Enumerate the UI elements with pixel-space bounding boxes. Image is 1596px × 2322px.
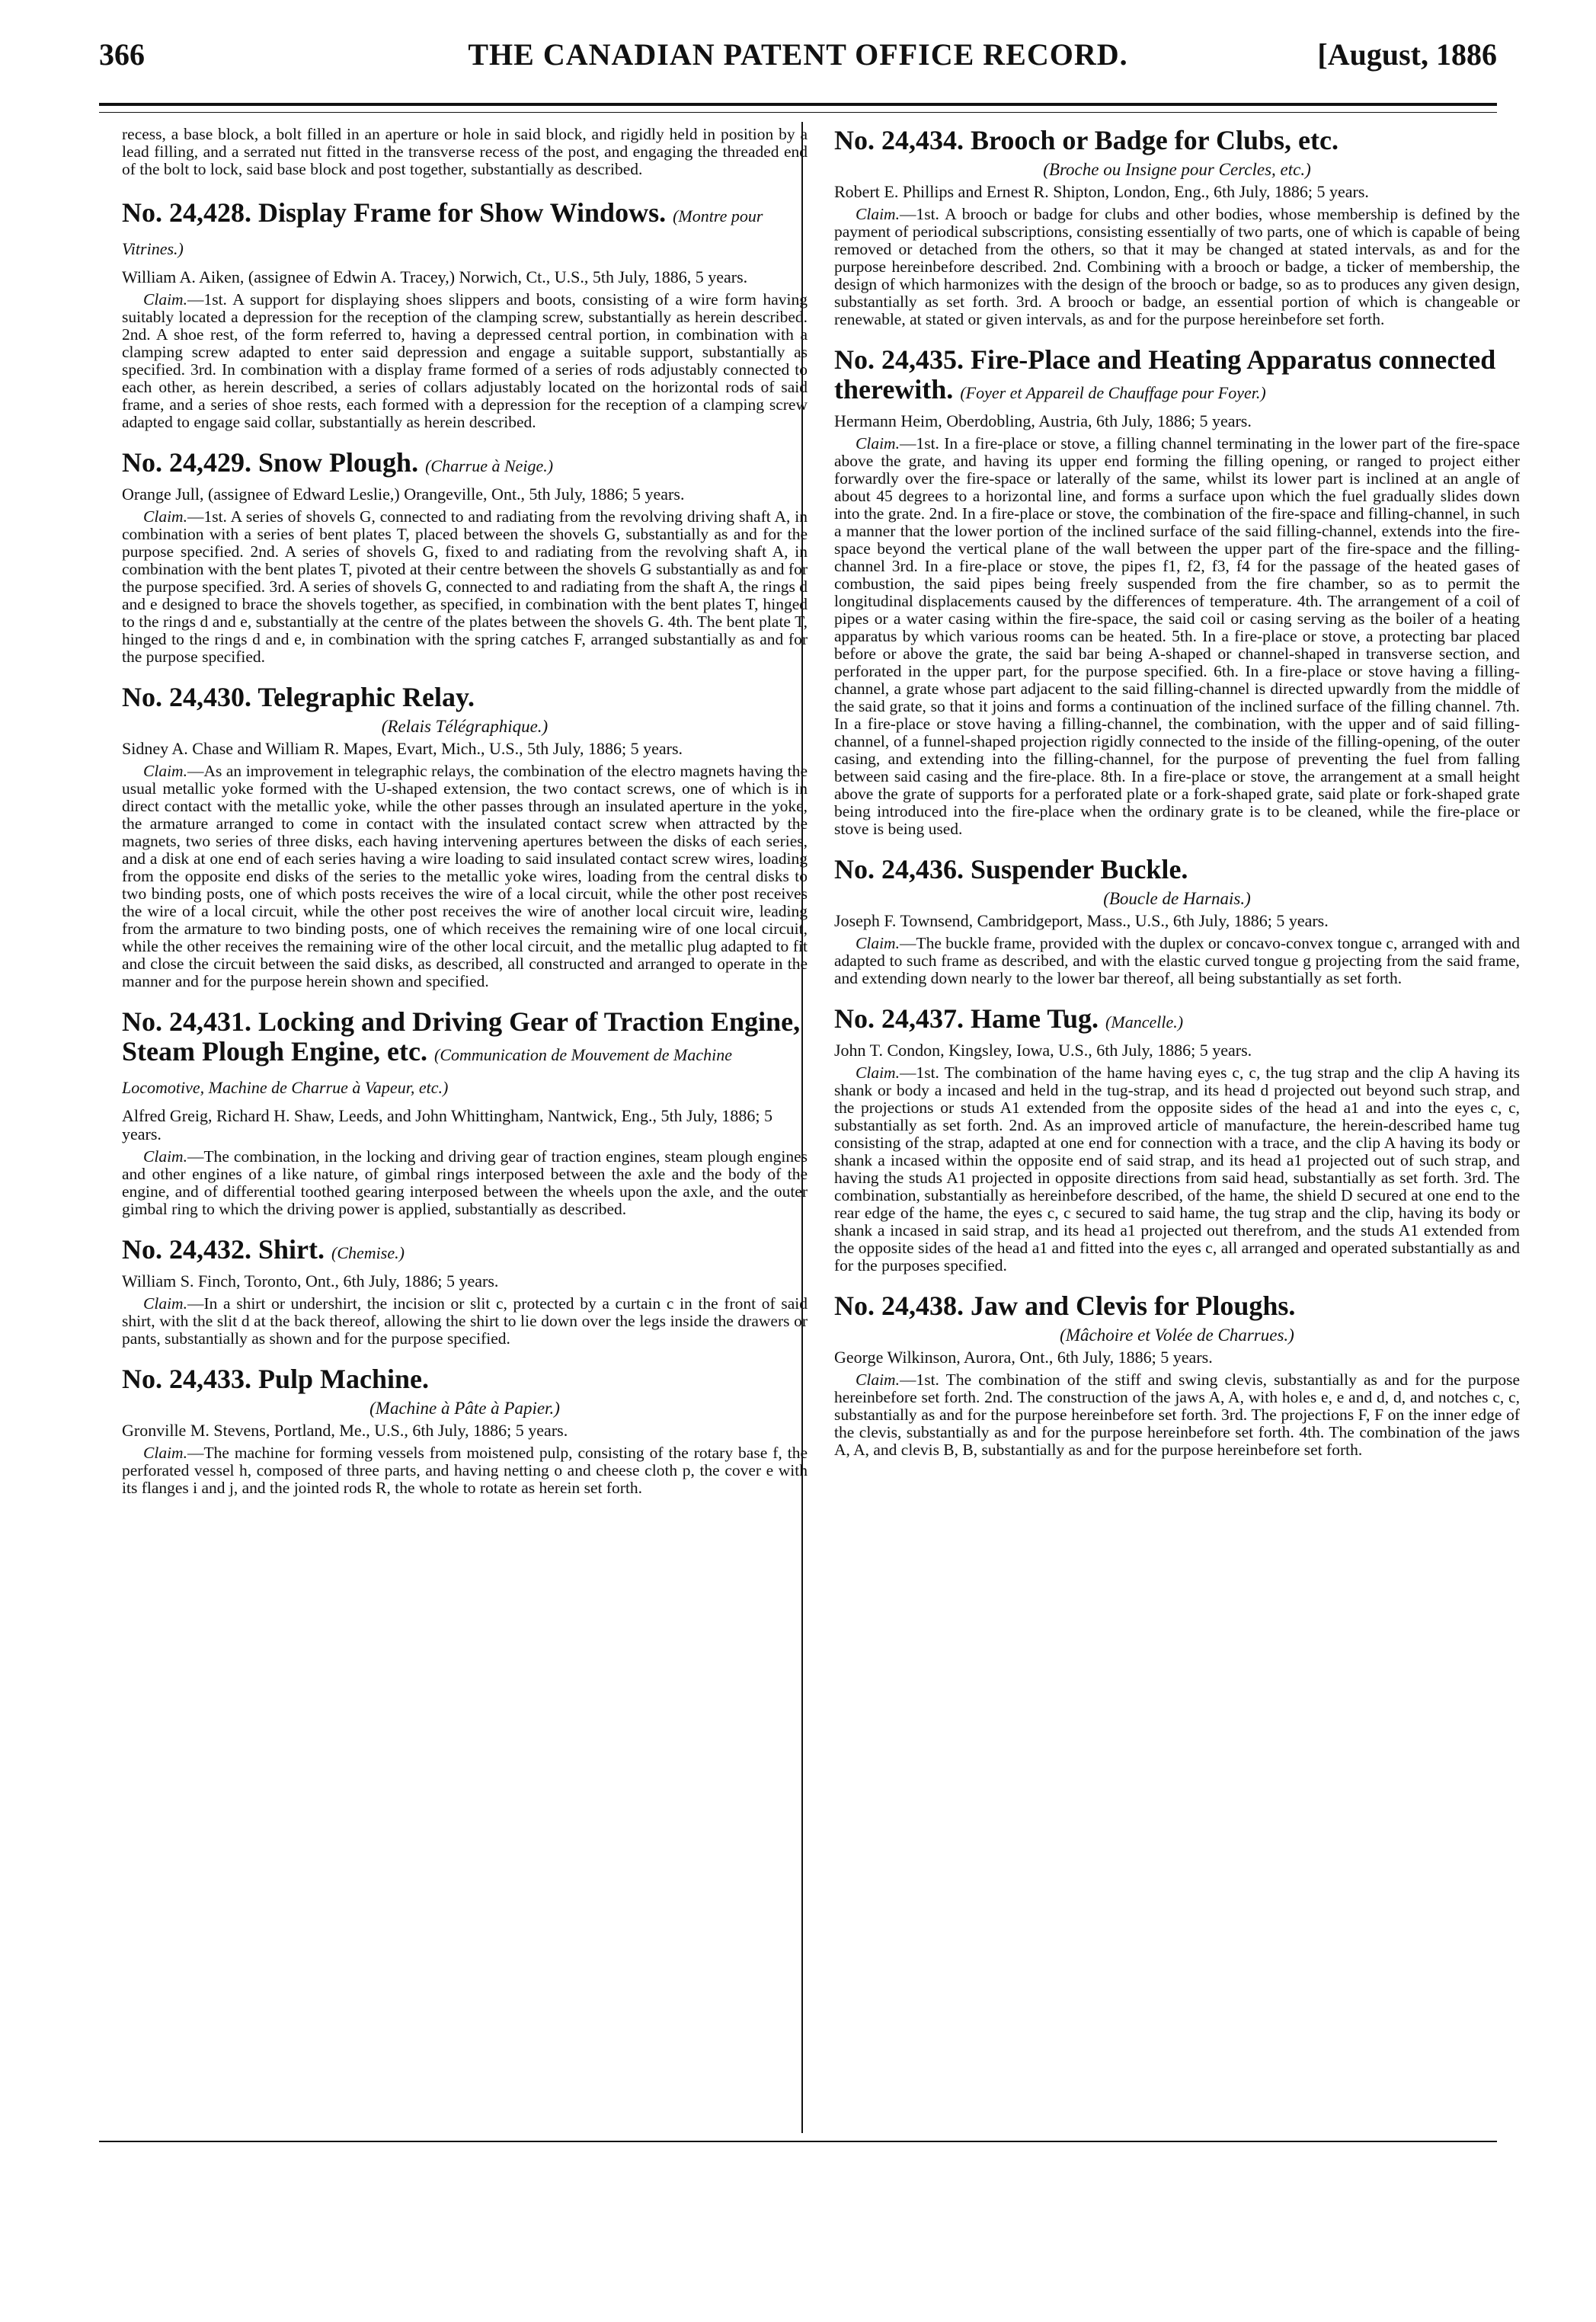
french-title: (Machine à Pâte à Papier.) <box>369 1399 560 1418</box>
patent-title: Suspender Buckle. <box>971 854 1188 884</box>
inventor-line: Sidney A. Chase and William R. Mapes, Evart, Mich., U.S., 5th July, 1886; 5 years. <box>122 739 683 758</box>
patent-number: No. 24,433. <box>122 1364 251 1394</box>
claim-label: Claim. <box>143 290 187 309</box>
patent-number: No. 24,431. <box>122 1006 251 1037</box>
footer-rule <box>99 2141 1497 2142</box>
claim-text <box>122 1295 808 1348</box>
header-rule <box>99 103 1497 113</box>
patent-number: No. 24,429. <box>122 447 251 478</box>
claim-body: —The buckle frame, provided with the duplex or concavo-convex tongue c, arranged with and adapted to such frame as described, and with the elastic curved tongue g projecting from the said frame, and extending down nearly to the lower bar thereof, all being substantially as set forth. <box>834 934 1520 987</box>
patent-title: Pulp Machine. <box>258 1364 430 1394</box>
patent-title: Shirt. <box>258 1234 325 1265</box>
claim-body: —The combination, in the locking and driving gear of traction engines, steam plough engines and other engines of a like nature, of gimbal rings interposed between the axle and the body of the engine, and of differential toothed gearing interposed between the wheels upon the axle, and the outer gimbal ring to which the driving power is applied, substantially as described. <box>122 1147 808 1218</box>
claim-body: —1st. A series of shovels G, connected to and radiating from the revolving driving shaft A, in combination with a series of bent plates T, placed between the shovels G, substantially as and for the purpose specified. 2nd. A series of shovels G, fixed to and radiating from the revolving shaft A, in combination with the bent plates T, pivoted at their centre between the shovels G substantially as and for the purpose specified. 3rd. A series of shovels G, connected to and radiating from the shaft A, the rings d and e designed to brace the shovels together, as specified, in combination with the bent plates T, hinged to the rings d and e, substantially at the centre of the plates between the shovels G. 4th. The bent plate T, hinged to the rings d and e, in combination with the spring catches F, arranged substantially as and for the purpose specified. <box>122 507 808 666</box>
inventor-line: Hermann Heim, Oberdobling, Austria, 6th July, 1886; 5 years. <box>834 411 1252 430</box>
claim-label: Claim. <box>856 434 900 453</box>
claim-label: Claim. <box>143 1147 187 1166</box>
publication-title: THE CANADIAN PATENT OFFICE RECORD. <box>468 37 1128 72</box>
claim-text <box>122 1148 808 1218</box>
patent-heading <box>834 1004 1520 1037</box>
patent-title: Telegraphic Relay. <box>257 682 475 712</box>
french-title: (Boucle de Harnais.) <box>1103 889 1251 908</box>
patent-number: No. 24,430. <box>122 682 251 712</box>
claim-body: —1st. The combination of the stiff and swing clevis, substantially as and for the purpose hereinbefore set forth. 2nd. The construction of the jaws A, A, with holes e, e and d, d, and notches c, c, substantially as and for the purpose hereinbefore set forth. 3rd. The projections F, F on the inner edge of the clevis, substantially as and for the purpose hereinbefore set forth. 4th. The combination of the jaws A, A, and clevis B, B, substantially as and for the purpose hereinbefore set forth. <box>834 1370 1520 1459</box>
patent-entry <box>122 683 808 990</box>
patent-entry <box>834 1004 1520 1275</box>
patent-heading <box>122 683 808 712</box>
french-title: (Relais Télégraphique.) <box>381 717 549 736</box>
patent-number: No. 24,438. <box>834 1291 964 1321</box>
claim-text <box>122 763 808 990</box>
inventor-line: Orange Jull, (assignee of Edward Leslie,) Orangeville, Ont., 5th July, 1886; 5 years. <box>122 485 685 504</box>
patent-heading <box>122 198 808 264</box>
patent-heading <box>834 1291 1520 1321</box>
patent-heading <box>834 855 1520 884</box>
inventor-line: Alfred Greig, Richard H. Shaw, Leeds, and John Whittingham, Nantwick, Eng., 5th July, 1886; 5 years. <box>122 1106 772 1143</box>
issue-date: [August, 1886 <box>1317 37 1497 72</box>
inventor-line: Joseph F. Townsend, Cambridgeport, Mass., U.S., 6th July, 1886; 5 years. <box>834 911 1329 930</box>
patent-entry <box>834 126 1520 328</box>
claim-body: —The machine for forming vessels from moistened pulp, consisting of the rotary base f, the perforated vessel h, composed of three parts, and having netting o and cheese cloth p, the cover e with its flanges i and j, and the jointed rods R, the whole to rotate as herein set forth. <box>122 1444 808 1497</box>
claim-label: Claim. <box>856 934 900 952</box>
claim-text <box>834 1064 1520 1275</box>
french-title: (Communication de Mouvement de Machine Locomotive, Machine de Charrue à Vapeur, etc.) <box>122 1045 732 1097</box>
patent-title: Locking and Driving Gear of Traction Engine, Steam Plough Engine, etc. <box>122 1006 801 1067</box>
patent-title: Snow Plough. <box>258 447 419 478</box>
patent-heading <box>122 1235 808 1268</box>
patent-entry <box>834 345 1520 838</box>
inventor-line: William S. Finch, Toronto, Ont., 6th July, 1886; 5 years. <box>122 1271 499 1291</box>
french-title: (Chemise.) <box>331 1243 405 1262</box>
patent-entry <box>834 1291 1520 1459</box>
french-title: (Foyer et Appareil de Chauffage pour Foyer.) <box>960 383 1266 402</box>
patent-heading <box>122 1364 808 1394</box>
patent-entry <box>122 1364 808 1497</box>
patent-title: Display Frame for Show Windows. <box>258 197 667 228</box>
claim-text <box>834 935 1520 987</box>
claim-label: Claim. <box>143 762 187 780</box>
claim-label: Claim. <box>856 205 900 223</box>
patent-entry <box>122 1235 808 1348</box>
claim-body: —1st. The combination of the hame having eyes c, c, the tug strap and the clip A having its shank or body a incased and held in the tug-strap, and its head d projected out beyond such strap, and the projections or studs A1 extended from the opposite sides of the head a1 and into the eyes c, c, substantially as set forth. 2nd. As an improved article of manufacture, the herein-described hame tug consisting of the strap, adapted at one end for connection with a trace, and the clip A having its body or shank a incased within the opposite end of said strap, and its head a1 projected out of such strap, and having the studs A1 projected in opposite directions from said head, substantially as set forth. 3rd. The combination, substantially as hereinbefore described, of the hame, the shield D secured at one end to the rear edge of the hame, the eyes c, c secured to said hame, the tug strap and the clip, having its body or shank a incased in said strap, and its head a1 projected out therefrom, and the studs A1 extended from the opposite sides of the head a1 and fitted into the eyes c, all arranged and operated substantially as and for the purposes specified. <box>834 1063 1520 1275</box>
patent-number: No. 24,435. <box>834 344 964 375</box>
claim-body: —1st. In a fire-place or stove, a filling channel terminating in the lower part of the fire-space above the grate, and having its upper end forming the filling opening, or ranged to project either forwardly over the fire-space or laterally of the same, whilst its lower part is inclined at an angle of about 45 degrees to a horizontal line, and forms a surface upon which the fuel gradually slides down into the grate. 2nd. In a fire-place or stove, the combination of the fire-space and filling-channel, in such a manner that the lower portion of the inclined surface of the said filling-channel, extends into the fire-space beyond the vertical plane of the wall between the upper part of the fire-space and the filling-channel 3rd. In a fire-place or stove, the pipes f1, f2, f3, f4 for the passage of the heated gases of combustion, the said pipes being freely suspended from the fire chamber, so as to permit the longitudinal displacements caused by the differences of temperature. 4th. The arrangement of a coil of pipes or a water casing within the fire-space, the said coil or casing serving as the boiler of a heating apparatus by which various rooms can be heated. 5th. In a fire-place or stove, a protecting bar placed before or above the grate, the said bar being A-shaped or channel-shaped in transverse section, and perforated in the upper part, for the purpose specified. 6th. In a fire-place or stove having a filling-channel, a grate whose part adjacent to the said filling-channel is directed upwardly from the middle of the said grate, so that it joins and forms a continuation of the inclined surface of the filling channel. 7th. In a fire-place or stove having a filling-channel, the combination, with the upper and of said filling-channel, of a funnel-shaped projection rigidly connected to the inside of the filling-opening, of the outer casing, and extending into the filling-channel, for the purpose of preventing the fuel from falling between said casing and the fire-place. 8th. In a fire-place or stove, the arrangement at a small height above the grate of supports for a perforated plate or a fork-shaped grate, said plate or fork-shaped grate being introduced into the fire-place when the ordinary grate is to be cleaned, while the fire-place or stove is being used. <box>834 434 1520 838</box>
french-title: (Montre pour Vitrines.) <box>122 206 763 258</box>
claim-text <box>834 206 1520 328</box>
patent-heading <box>834 345 1520 408</box>
patent-heading <box>834 126 1520 155</box>
inventor-line: George Wilkinson, Aurora, Ont., 6th July, 1886; 5 years. <box>834 1348 1213 1367</box>
left-column <box>122 126 808 2137</box>
right-column <box>834 126 1520 2137</box>
french-title: (Charrue à Neige.) <box>425 456 554 475</box>
patent-heading <box>122 448 808 481</box>
claim-label: Claim. <box>143 1294 187 1313</box>
claim-text <box>122 1444 808 1497</box>
patent-title: Hame Tug. <box>971 1003 1099 1034</box>
french-title: (Broche ou Insigne pour Cercles, etc.) <box>1043 160 1311 179</box>
page-header <box>99 37 1497 90</box>
patent-entry <box>122 448 808 666</box>
claim-body: —In a shirt or undershirt, the incision or slit c, protected by a curtain c in the front of said shirt, with the slit d at the back thereof, allowing the shirt to lie down over the legs inside the drawers or pants, substantially as shown and for the purpose specified. <box>122 1294 808 1348</box>
inventor-line: Gronville M. Stevens, Portland, Me., U.S., 6th July, 1886; 5 years. <box>122 1421 568 1440</box>
patent-entry <box>122 198 808 431</box>
inventor-line: Robert E. Phillips and Ernest R. Shipton, London, Eng., 6th July, 1886; 5 years. <box>834 182 1369 201</box>
claim-body: —1st. A brooch or badge for clubs and other bodies, whose membership is defined by the payment of periodical subscriptions, consisting essentially of two parts, one of which is capable of being removed or detached from the others, so that it may be changed at stated intervals, as and for the purpose hereinbefore described. 2nd. Combining with a brooch or badge, a ticker of membership, the design of which harmonizes with the design of the brooch or badge, so as to produces any given design, substantially as set forth. 3rd. A brooch or badge, an essential portion of which is changeable or renewable, at stated or given intervals, as and for the purpose hereinbefore set forth. <box>834 205 1520 328</box>
patent-number: No. 24,437. <box>834 1003 964 1034</box>
patent-title: Brooch or Badge for Clubs, etc. <box>971 126 1339 155</box>
claim-text <box>122 291 808 431</box>
inventor-line: William A. Aiken, (assignee of Edwin A. Tracey,) Norwich, Ct., U.S., 5th July, 1886, 5 years. <box>122 267 748 286</box>
patent-entry <box>834 855 1520 987</box>
claim-text <box>834 435 1520 838</box>
claim-label: Claim. <box>143 1444 187 1462</box>
claim-text <box>122 508 808 666</box>
patent-title: Fire-Place and Heating Apparatus connected therewith. <box>834 344 1496 405</box>
page-number: 366 <box>99 37 145 72</box>
patent-entry <box>122 1007 808 1218</box>
claim-body: —As an improvement in telegraphic relays, the combination of the electro magnets having the usual metallic yoke formed with the U-shaped extension, the two contact screws, one of which is in direct contact with the metallic yoke, while the other passes through an insulated aperture in the yoke, the armature arranged to come in contact with the insulated contact screw when attracted by the magnets, two series of three disks, each having intervening apertures between the disks of each series, and a disk at one end of each series having a wire loading to said insulated contact screw wires, loading from the opposite end disks of the series to the metallic yoke wires, loading from the central disks to two binding posts, one of which posts receives the wire of a local circuit, while the other post receives the wire of a local circuit, while the other post receives the wire of another local circuit wire, leading from the armature to two binding posts, one of which receives the remaining wire of one local circuit, while the other receives the remaining wire of the other local circuit, and the metallic plug adapted to fit and close the circuit between the said disks, as described, all constructed and arranged to operate in the manner and for the purpose herein shown and specified. <box>122 762 808 990</box>
patent-heading <box>122 1007 808 1102</box>
inventor-line: John T. Condon, Kingsley, Iowa, U.S., 6th July, 1886; 5 years. <box>834 1041 1252 1060</box>
claim-label: Claim. <box>143 507 187 526</box>
patent-number: No. 24,434. <box>834 126 964 155</box>
patent-number: No. 24,436. <box>834 854 964 884</box>
patent-number: No. 24,428. <box>122 197 251 228</box>
claim-label: Claim. <box>856 1063 900 1082</box>
french-title: (Mancelle.) <box>1105 1012 1184 1031</box>
claim-body: —1st. A support for displaying shoes slippers and boots, consisting of a wire form having suitably located a depression for the reception of the clamping screw, substantially as herein described. 2nd. A shoe rest, of the form referred to, having a depressed central portion, in combination with a clamping screw adapted to enter said depression and engage a suitable support, substantially as specified. 3rd. In combination with a display frame formed of a series of rods adjustably connected to each other, as herein described, a series of collars adjustably located on the horizontal rods of said frame, and a series of shoe rests, each formed with a depression for the reception of a clamping screw adapted to engage said collar, substantially as herein described. <box>122 290 808 431</box>
claim-text <box>834 1371 1520 1459</box>
french-title: (Mâchoire et Volée de Charrues.) <box>1060 1326 1294 1345</box>
patent-title: Jaw and Clevis for Ploughs. <box>971 1291 1296 1321</box>
patent-number: No. 24,432. <box>122 1234 251 1265</box>
continued-claim: recess, a base block, a bolt filled in an aperture or hole in said block, and rigidly held in position by a lead filling, and a serrated nut fitted in the transverse recess of the post, and engaging the threaded end of the bolt to lock, said base block and post together, substantially as described. <box>122 126 808 178</box>
claim-label: Claim. <box>856 1370 900 1389</box>
